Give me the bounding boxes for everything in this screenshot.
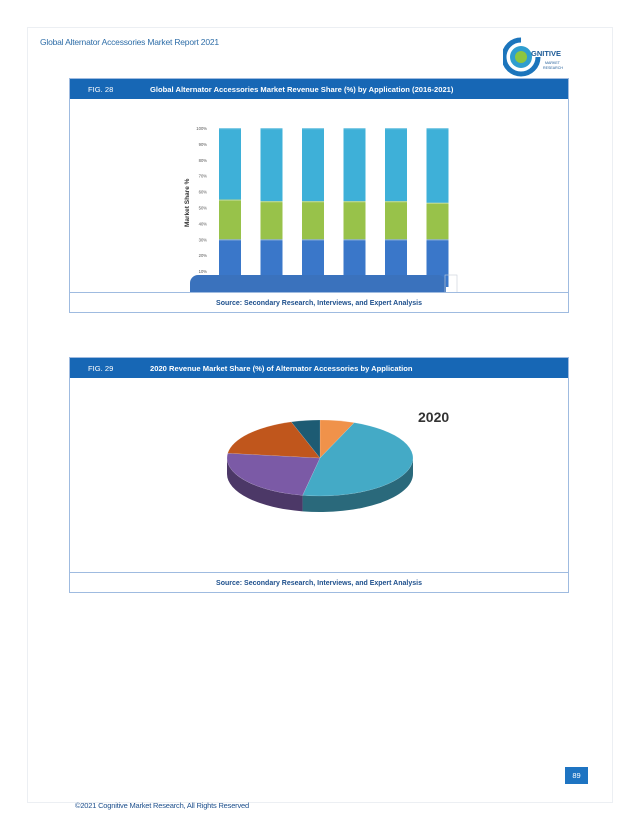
- bar-segment-2: [302, 201, 324, 239]
- logo-sub-text-2: RESEARCH: [543, 66, 563, 70]
- figure-28: [69, 78, 569, 313]
- bar-segment-highlight: [261, 239, 283, 240]
- y-tick-label: 100%: [196, 126, 207, 131]
- y-tick-label: 20%: [198, 253, 207, 259]
- figure-28-title: Global Alternator Accessories Market Revenue Share (%) by Application (2016-2021): [150, 84, 454, 94]
- bar-segment-2: [427, 203, 449, 240]
- logo-c-core: [515, 51, 527, 63]
- figure-28-source: Source: Secondary Research, Interviews, and Expert Analysis: [70, 292, 568, 313]
- bar-segment-highlight: [427, 239, 449, 240]
- stacked-bar-chart: [70, 99, 568, 292]
- figure-29-header: [70, 358, 568, 378]
- bar-segment-2: [344, 201, 366, 239]
- bar-segment-highlight: [261, 201, 283, 202]
- page-number: 89: [565, 767, 588, 784]
- logo-main-text: GNITIVE: [531, 49, 562, 58]
- bar-segment-3: [302, 128, 324, 201]
- y-tick-label: 60%: [198, 189, 207, 195]
- bar-segment-highlight: [219, 239, 241, 240]
- bar-segment-2: [261, 201, 283, 239]
- y-tick-label: 80%: [198, 157, 207, 163]
- bar-segment-highlight: [302, 201, 324, 202]
- y-tick-label: 50%: [198, 205, 207, 211]
- bar-segment-3: [385, 128, 407, 201]
- bar-segment-highlight: [385, 128, 407, 129]
- bar-segment-highlight: [219, 200, 241, 201]
- bar-segment-highlight: [261, 128, 283, 129]
- footer-copyright: ©2021 Cognitive Market Research, All Rights Reserved: [75, 801, 249, 810]
- figure-29-number: FIG. 29: [88, 363, 114, 373]
- pie-title: 2020: [418, 409, 450, 425]
- bar-segment-highlight: [427, 128, 449, 129]
- figure-29-body: [70, 378, 568, 572]
- figure-28-body: [70, 99, 568, 292]
- bar-segment-highlight: [302, 239, 324, 240]
- bar-segment-3: [427, 128, 449, 203]
- figure-29: [69, 357, 569, 593]
- pie-chart: [70, 378, 568, 572]
- bar-segment-highlight: [344, 201, 366, 202]
- report-title: Global Alternator Accessories Market Report 2021: [40, 37, 219, 47]
- bar-segment-3: [219, 128, 241, 200]
- figure-28-number: FIG. 28: [88, 84, 114, 94]
- figure-29-title: 2020 Revenue Market Share (%) of Alternator Accessories by Application: [150, 363, 413, 373]
- figure-28-header: [70, 79, 568, 99]
- bar-segment-3: [344, 128, 366, 201]
- bar-segment-2: [219, 200, 241, 240]
- chart-table-overlay: [190, 275, 446, 292]
- bar-segment-highlight: [427, 203, 449, 204]
- y-tick-label: 90%: [198, 141, 207, 147]
- cognitive-logo: [503, 37, 581, 77]
- y-tick-label: 10%: [198, 269, 207, 275]
- bar-segment-highlight: [344, 128, 366, 129]
- logo-sub-text-1: MARKET: [545, 61, 560, 65]
- bar-segment-highlight: [385, 201, 407, 202]
- bar-segment-highlight: [344, 239, 366, 240]
- bar-segment-2: [385, 201, 407, 239]
- y-tick-label: 70%: [198, 173, 207, 179]
- figure-29-source: Source: Secondary Research, Interviews, and Expert Analysis: [70, 572, 568, 593]
- y-tick-label: 40%: [198, 221, 207, 227]
- bar-segment-highlight: [385, 239, 407, 240]
- bar-segment-highlight: [302, 128, 324, 129]
- y-tick-label: 30%: [198, 237, 207, 243]
- bar-segment-highlight: [219, 128, 241, 129]
- bar-segment-3: [261, 128, 283, 201]
- y-axis-label: Market Share %: [184, 178, 191, 227]
